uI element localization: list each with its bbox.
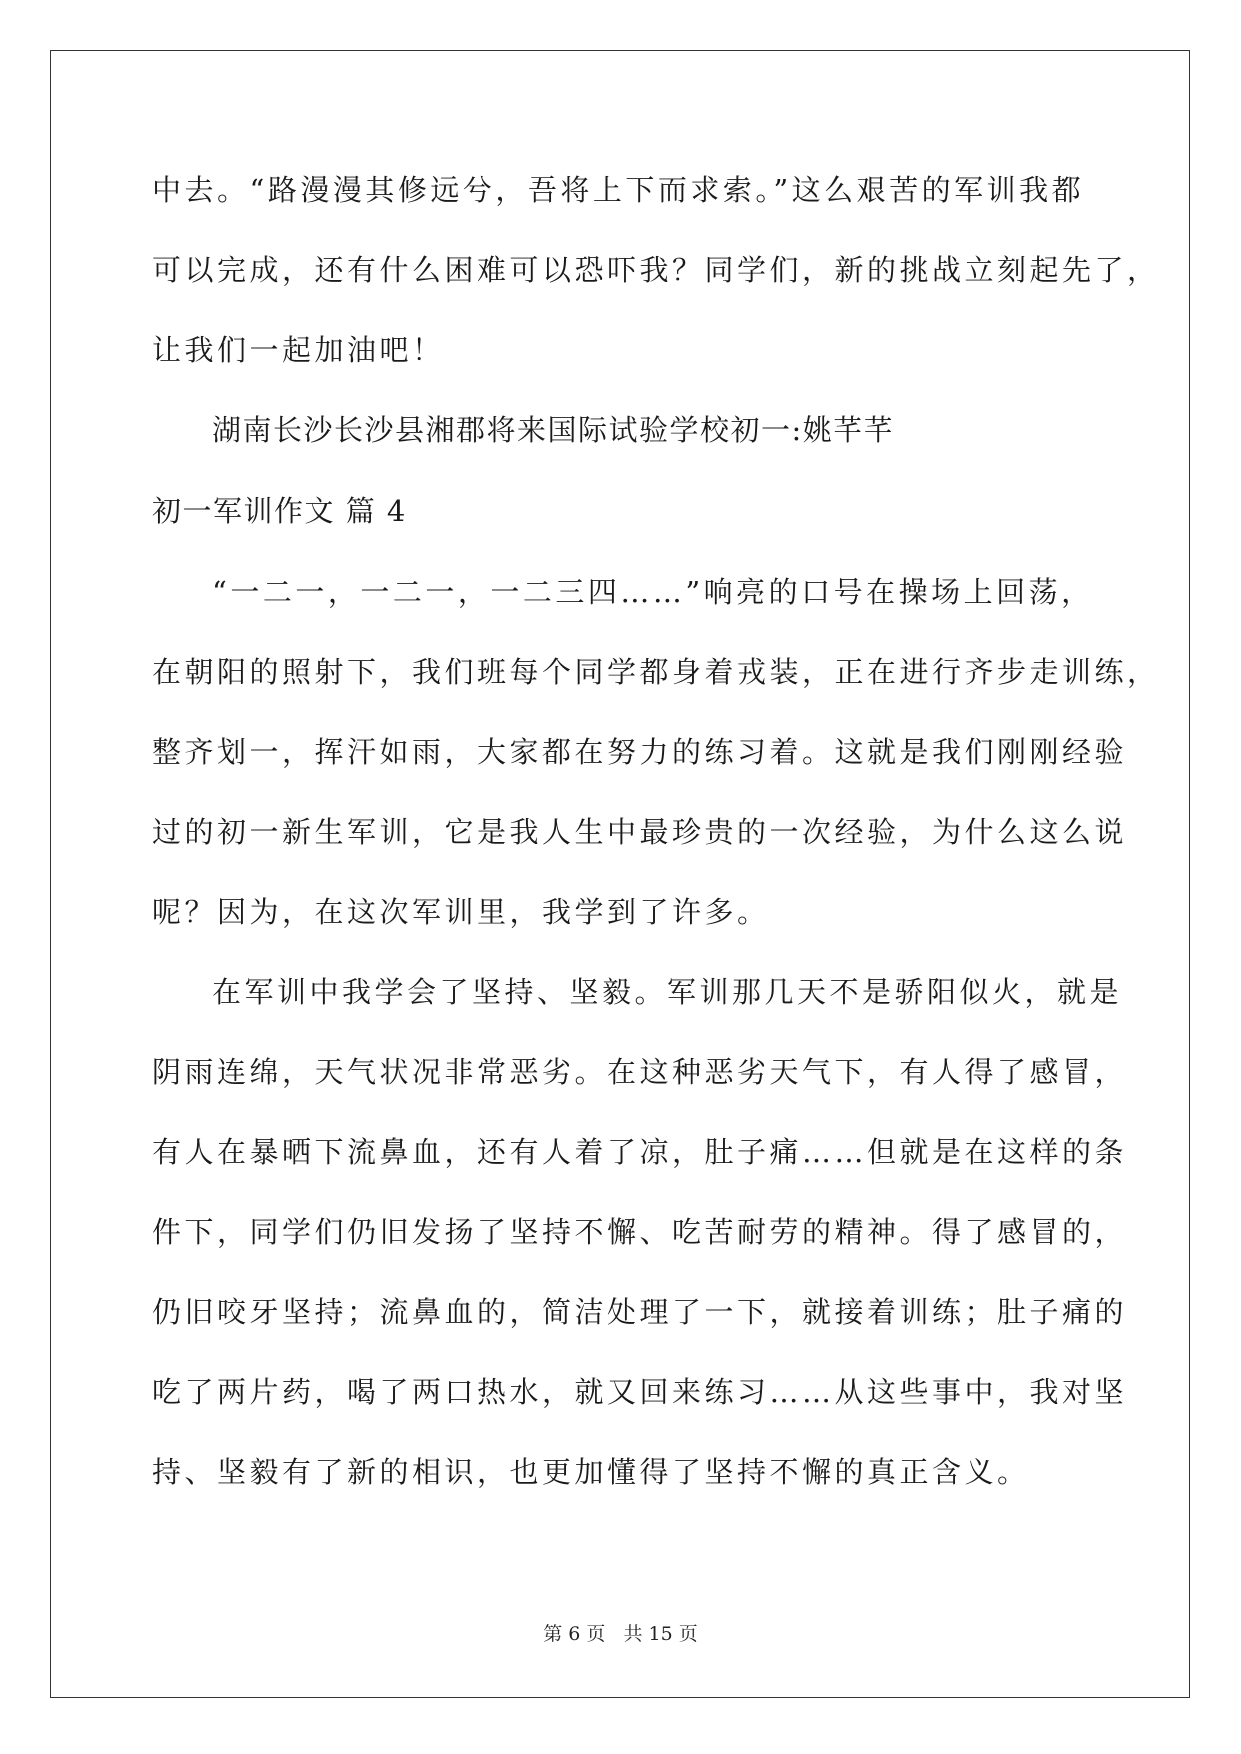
text-line: 有人在暴晒下流鼻血，还有人着了凉，肚子痛……但就是在这样的条: [152, 1135, 1128, 1169]
text-line: 在军训中我学会了坚持、坚毅。军训那几天不是骄阳似火，就是: [212, 975, 1123, 1009]
page-number: 第 6 页: [543, 1623, 606, 1645]
text-line: 阴雨连绵，天气状况非常恶劣。在这种恶劣天气下，有人得了感冒，: [152, 1055, 1128, 1089]
text-line: 仍旧咬牙坚持；流鼻血的，简洁处理了一下，就接着训练；肚子痛的: [152, 1295, 1128, 1329]
text-line: 中去。“路漫漫其修远兮，吾将上下而求索。”这么艰苦的军训我都: [152, 173, 1085, 207]
page-total: 共 15 页: [623, 1623, 698, 1645]
text-line: 件下，同学们仍旧发扬了坚持不懈、吃苦耐劳的精神。得了感冒的，: [152, 1215, 1128, 1249]
text-line: 持、坚毅有了新的相识，也更加懂得了坚持不懈的真正含义。: [152, 1455, 1030, 1489]
text-line: 吃了两片药，喝了两口热水，就又回来练习……从这些事中，我对坚: [152, 1375, 1128, 1409]
text-line: 在朝阳的照射下，我们班每个同学都身着戎装，正在进行齐步走训练，: [152, 655, 1160, 689]
text-line: 呢？因为，在这次军训里，我学到了许多。: [152, 895, 770, 929]
text-line: 可以完成，还有什么困难可以恐吓我？同学们，新的挑战立刻起先了，: [152, 253, 1160, 287]
text-line: “一二一，一二一，一二三四……”响亮的口号在操场上回荡，: [212, 575, 1094, 609]
page-border: [50, 50, 1190, 1698]
page-footer: [0, 1622, 1241, 1646]
section-heading: 初一军训作文 篇 4: [152, 494, 407, 528]
text-line: 整齐划一，挥汗如雨，大家都在努力的练习着。这就是我们刚刚经验: [152, 735, 1128, 769]
text-line: 让我们一起加油吧！: [152, 333, 445, 367]
text-line: 过的初一新生军训，它是我人生中最珍贵的一次经验，为什么这么说: [152, 815, 1128, 849]
author-line: 湖南长沙长沙县湘郡将来国际试验学校初一:姚芊芊: [212, 413, 895, 447]
